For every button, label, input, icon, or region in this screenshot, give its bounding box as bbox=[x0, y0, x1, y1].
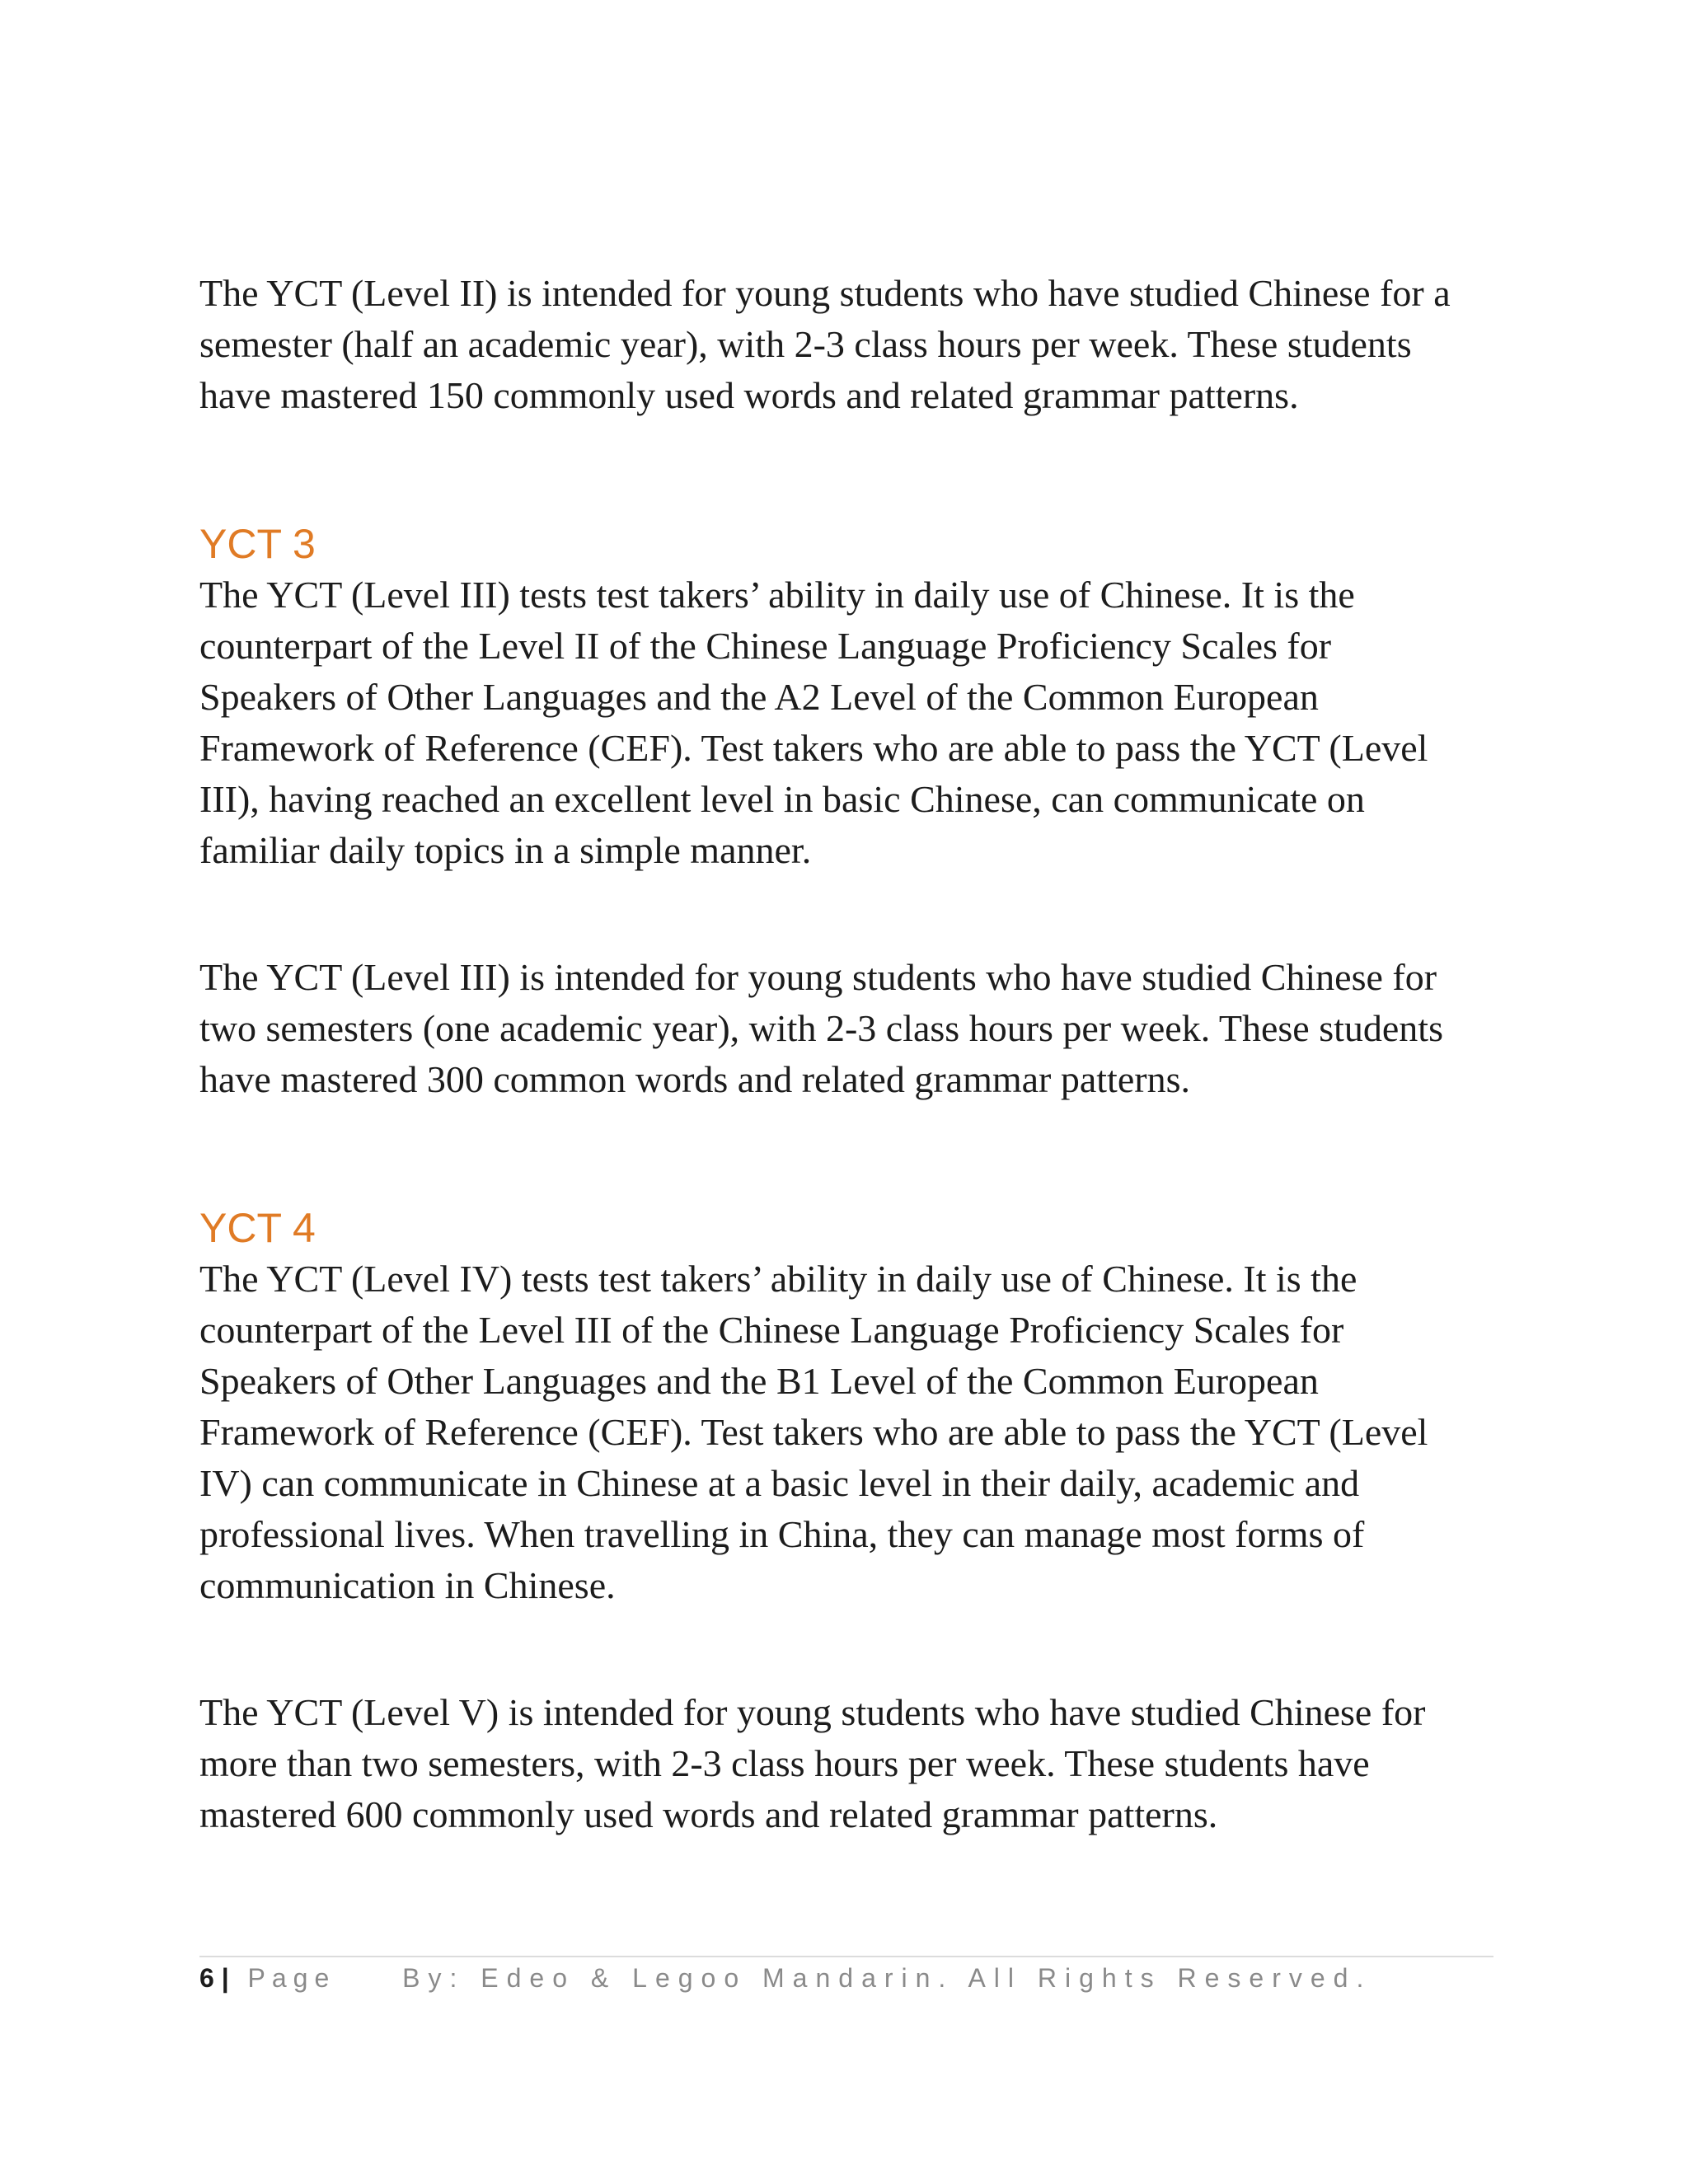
paragraph-yct2-audience: The YCT (Level II) is intended for young students who have studied Chinese for a semester (half an academic year), with 2-3 class hours per week. These students have mastered 150 commonly used words and related grammar patterns. bbox=[199, 272, 1451, 416]
page-number: 6 bbox=[199, 1963, 214, 1993]
page-content bbox=[199, 268, 1502, 1840]
heading-yct3: YCT 3 bbox=[199, 521, 316, 567]
paragraph-yct3-audience: The YCT (Level III) is intended for young students who have studied Chinese for two semesters (one academic year), with 2-3 class hours per week. These students have mastered 300 common words and related grammar patterns. bbox=[199, 956, 1443, 1100]
paragraph-yct3-description: The YCT (Level III) tests test takers’ ability in daily use of Chinese. It is the counterpart of the Level II of the Chinese Language Proficiency Scales for Speakers of Other Languages and the A2 Level of the Common European Framework of Reference (CEF). Test takers who are able to pass the YCT (Level III), having reached an excellent level in basic Chinese, can communicate on familiar daily topics in a simple manner. bbox=[199, 574, 1428, 871]
footer-divider bbox=[199, 1956, 1493, 1957]
page-footer bbox=[199, 1961, 1372, 1994]
page-label: Page bbox=[247, 1963, 336, 1993]
paragraph-yct4-description: The YCT (Level IV) tests test takers’ ability in daily use of Chinese. It is the counterpart of the Level III of the Chinese Language Proficiency Scales for Speakers of Other Languages and the B1 Level of the Common European Framework of Reference (CEF). Test takers who are able to pass the YCT (Level IV) can communicate in Chinese at a basic level in their daily, academic and professional lives. When travelling in China, they can manage most forms of communication in Chinese. bbox=[199, 1258, 1428, 1606]
paragraph-yct5-audience: The YCT (Level V) is intended for young students who have studied Chinese for more than two semesters, with 2-3 class hours per week. These students have mastered 600 commonly used words and related grammar patterns. bbox=[199, 1691, 1426, 1835]
footer-credit: By: Edeo & Legoo Mandarin. All Rights Reserved. bbox=[402, 1963, 1372, 1993]
footer-separator: | bbox=[221, 1963, 229, 1993]
heading-yct4: YCT 4 bbox=[199, 1205, 316, 1251]
